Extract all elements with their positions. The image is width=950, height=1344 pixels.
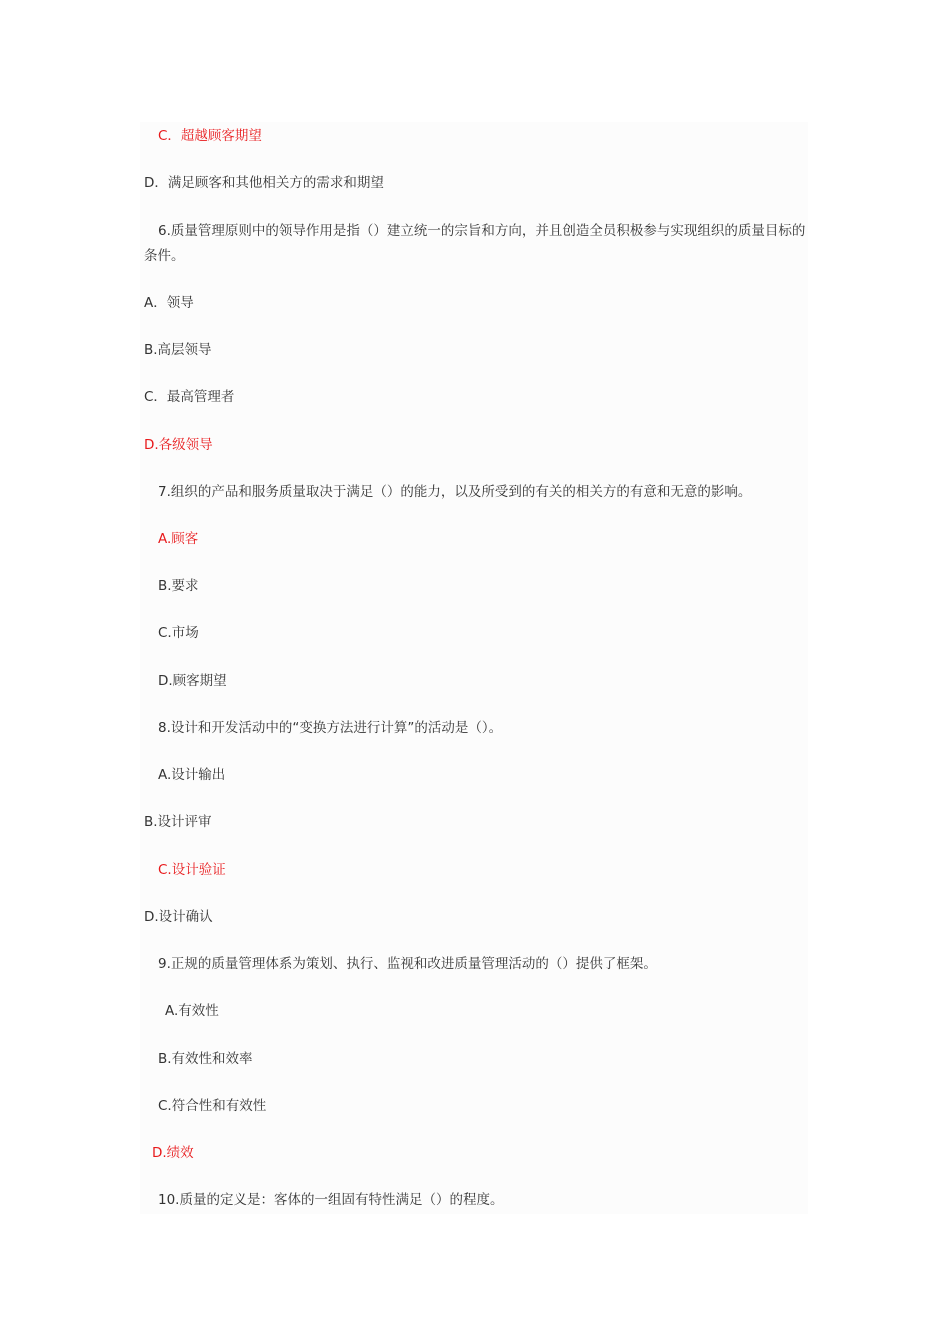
- q9-option-b: B.有效性和效率: [158, 1051, 253, 1067]
- q7-option-a: A.顾客: [158, 531, 199, 547]
- question-9: 9.正规的质量管理体系为策划、执行、监视和改进质量管理活动的（）提供了框架。: [158, 956, 657, 972]
- q8-option-a: A.设计输出: [158, 767, 226, 783]
- q7-option-b: B.要求: [158, 578, 199, 594]
- q6-option-b: B.高层领导: [144, 342, 212, 358]
- question-10: 10.质量的定义是：客体的一组固有特性满足（）的程度。: [158, 1192, 504, 1208]
- question-8: 8.设计和开发活动中的“变换方法进行计算”的活动是（）。: [158, 720, 503, 736]
- q8-option-d: D.设计确认: [144, 909, 213, 925]
- q9-option-c: C.符合性和有效性: [158, 1098, 267, 1114]
- q7-option-c: C.市场: [158, 625, 199, 641]
- q8-option-c: C.设计验证: [158, 862, 226, 878]
- option-c-exceed-expectations: C．超越顾客期望: [158, 128, 262, 144]
- q9-option-a: A.有效性: [165, 1003, 219, 1019]
- option-d-meet-needs: D．满足顾客和其他相关方的需求和期望: [144, 175, 384, 191]
- q6-option-c: C．最高管理者: [144, 389, 235, 405]
- q7-option-d: D.顾客期望: [158, 673, 227, 689]
- q8-option-b: B.设计评审: [144, 814, 212, 830]
- q9-option-d: D.绩效: [152, 1145, 194, 1161]
- q6-option-d: D.各级领导: [144, 437, 213, 453]
- question-7: 7.组织的产品和服务质量取决于满足（）的能力，以及所受到的有关的相关方的有意和无意的影响。: [158, 484, 752, 500]
- q6-option-a: A．领导: [144, 295, 194, 311]
- question-6: 6.质量管理原则中的领导作用是指（）建立统一的宗旨和方向，并且创造全员积极参与实现组织的质量目标的条件。: [144, 223, 806, 264]
